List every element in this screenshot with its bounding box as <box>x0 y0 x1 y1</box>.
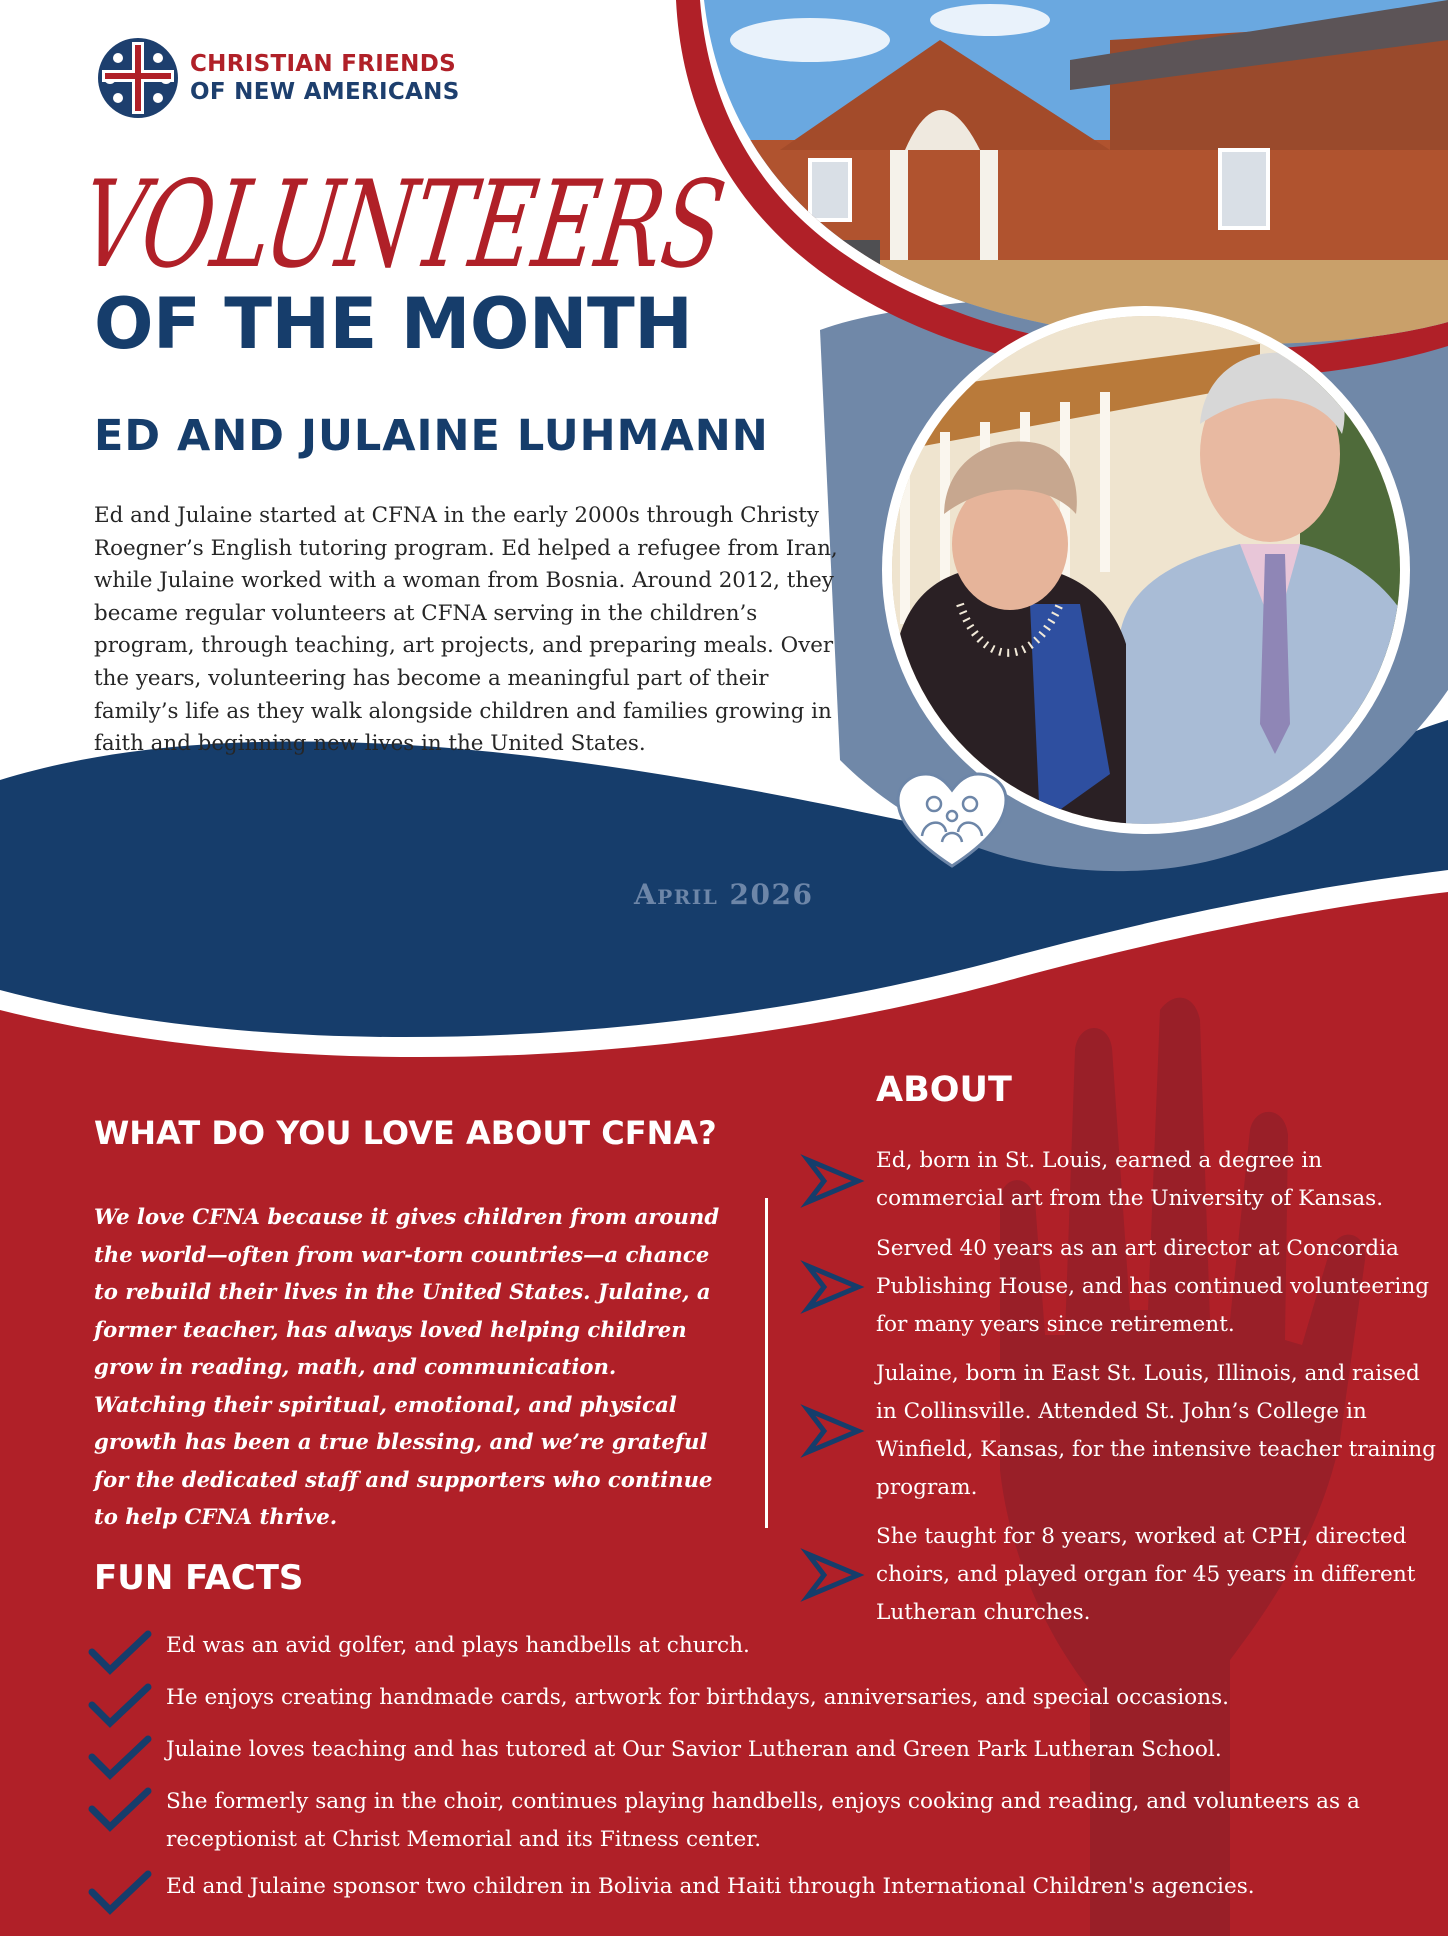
logo-wordmark <box>190 50 460 106</box>
portrait-photo <box>880 304 1412 836</box>
about-item: Served 40 years as an art director at Concordia Publishing House, and has continued volunteering for many years since retirement. <box>876 1236 1430 1337</box>
title-sub: OF THE MONTH <box>94 283 693 365</box>
arrow-bullet-icon <box>804 1262 862 1312</box>
title-script <box>72 155 983 295</box>
about-heading: ABOUT <box>876 1070 1012 1110</box>
love-paragraph: We love CFNA because it gives children from around the world—often from war-torn countries—a chance to rebuild their lives in the United States. Julaine, a former teacher, has always loved helping children grow in reading, math, and communication. Watching their spiritual, emotional, and physical growth has been a true blessing, and we’re grateful for the dedicated staff and supporters who continue to help CFNA thrive. <box>94 1204 720 1529</box>
fun-facts-heading: FUN FACTS <box>94 1558 304 1598</box>
fun-fact-item: Julaine loves teaching and has tutored at Our Savior Lutheran and Green Park Lutheran School. <box>166 1737 1222 1762</box>
column-divider <box>765 1198 768 1528</box>
checkmark-icon <box>88 1630 152 1676</box>
cross-emblem-icon <box>96 36 180 120</box>
intro-paragraph: Ed and Julaine started at CFNA in the early 2000s through Christy Roegner’s English tutoring program. Ed helped a refugee from Iran, while Julaine worked with a woman from Bosnia. Around 2012, they became regular volunteers at CFNA serving in the children’s program, through teaching, art projects, and preparing meals. Over the years, volunteering has become a meaningful part of their family’s life as they walk alongside children and families growing in faith and beginning new lives in the United States. <box>94 503 838 757</box>
issue-date: April 2026 <box>634 878 814 911</box>
love-heading: WHAT DO YOU LOVE ABOUT CFNA? <box>94 1114 717 1152</box>
logo-line-2: OF NEW AMERICANS <box>190 79 460 105</box>
arrow-bullet-icon <box>804 1156 862 1206</box>
heart-family-icon <box>892 770 1012 874</box>
fun-fact-item: He enjoys creating handmade cards, artwork for birthdays, anniversaries, and special occasions. <box>166 1685 1230 1710</box>
checkmark-icon <box>88 1735 152 1781</box>
about-item: She taught for 8 years, worked at CPH, directed choirs, and played organ for 45 years in different Lutheran churches. <box>876 1524 1416 1625</box>
checkmark-icon <box>88 1870 152 1916</box>
arrow-bullet-icon <box>804 1406 862 1456</box>
fun-fact-item: She formerly sang in the choir, continues playing handbells, enjoys cooking and reading, and volunteers as a receptionist at Christ Memorial and its Fitness center. <box>166 1789 1360 1852</box>
arrow-bullet-icon <box>804 1550 862 1600</box>
fun-fact-item: Ed was an avid golfer, and plays handbells at church. <box>166 1633 750 1658</box>
checkmark-icon <box>88 1683 152 1729</box>
about-item: Julaine, born in East St. Louis, Illinois, and raised in Collinsville. Attended St. John’s College in Winfield, Kansas, for the intensive teacher training program. <box>876 1361 1436 1500</box>
checkmark-icon <box>88 1787 152 1833</box>
volunteer-names: ED AND JULAINE LUHMANN <box>94 411 769 461</box>
fun-fact-item: Ed and Julaine sponsor two children in Bolivia and Haiti through International Children's agencies. <box>166 1874 1255 1899</box>
title-script-text: VOLUNTEERS <box>72 155 983 295</box>
logo-line-1: CHRISTIAN FRIENDS <box>190 51 456 77</box>
building-photo <box>690 0 1448 345</box>
about-item: Ed, born in St. Louis, earned a degree in commercial art from the University of Kansas. <box>876 1148 1384 1211</box>
